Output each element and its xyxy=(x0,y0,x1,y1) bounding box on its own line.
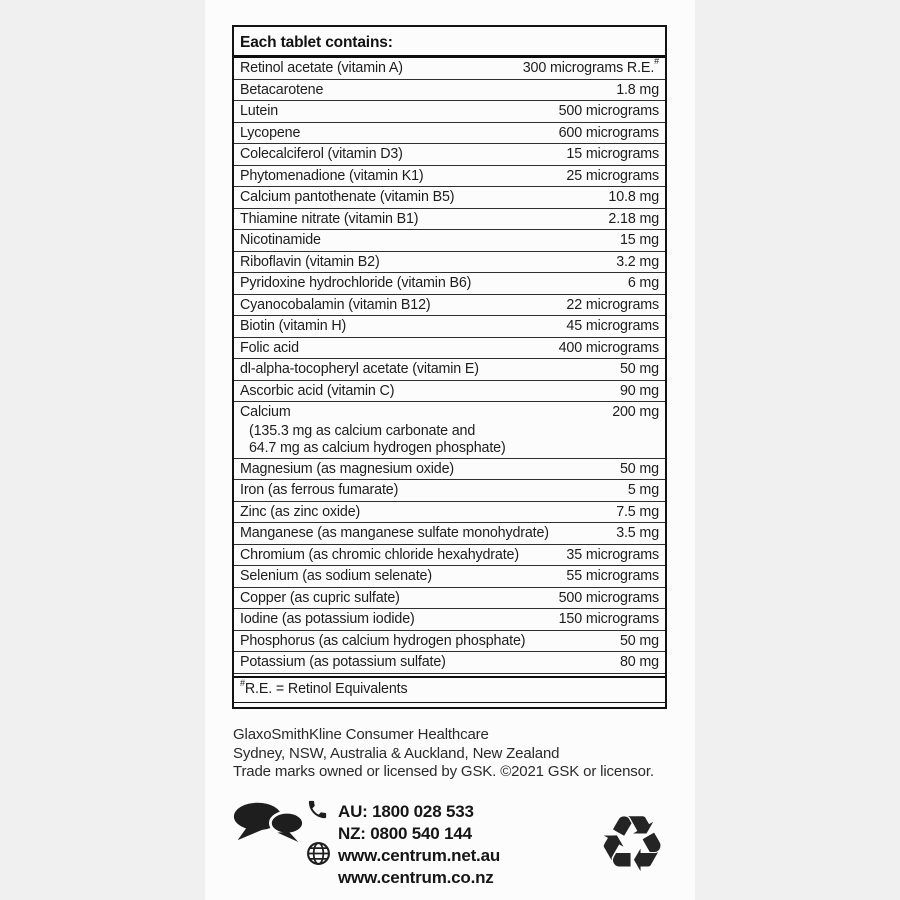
table-row xyxy=(234,652,665,674)
table-row xyxy=(234,144,665,166)
trademark-notice: Trade marks owned or licensed by GSK. ©2021 GSK or licensor. xyxy=(233,763,654,781)
ingredient-value: 400 micrograms xyxy=(558,339,659,356)
ingredient-name: Folic acid xyxy=(240,339,299,356)
ingredient-name: Thiamine nitrate (vitamin B1) xyxy=(240,210,419,227)
ingredient-name: dl-alpha-tocopheryl acetate (vitamin E) xyxy=(240,361,479,377)
ingredient-value: 3.5 mg xyxy=(616,525,659,541)
table-row xyxy=(234,566,665,588)
table-row xyxy=(234,230,665,252)
ingredient-name: Ascorbic acid (vitamin C) xyxy=(240,382,395,399)
ingredient-value: 150 micrograms xyxy=(558,611,659,627)
ingredient-name: Manganese (as manganese sulfate monohydrate) xyxy=(240,525,549,541)
table-row xyxy=(234,209,665,231)
ingredient-name: Magnesium (as magnesium oxide) xyxy=(240,460,455,477)
recycle-icon: ♻ xyxy=(597,800,667,890)
ingredient-name: Selenium (as sodium selenate) xyxy=(240,568,432,584)
ingredient-name: Retinol acetate (vitamin A) xyxy=(240,60,403,76)
chat-bubbles-icon xyxy=(232,801,306,854)
table-row xyxy=(234,166,665,188)
table-row xyxy=(234,359,665,381)
company-name: GlaxoSmithKline Consumer Healthcare xyxy=(233,726,489,743)
ingredient-value: 45 micrograms xyxy=(566,318,659,334)
table-row xyxy=(234,252,665,274)
ingredient-name: Lutein xyxy=(240,103,279,119)
ingredient-value: 90 mg xyxy=(620,382,659,399)
table-row xyxy=(234,187,665,209)
ingredients-list xyxy=(234,58,665,674)
ingredient-value: 10.8 mg xyxy=(608,189,659,205)
ingredient-value: 50 mg xyxy=(620,361,659,377)
table-row xyxy=(234,338,665,360)
ingredient-name: Calcium pantothenate (vitamin B5) xyxy=(240,189,455,205)
ingredient-value: 1.8 mg xyxy=(616,81,659,98)
ingredient-name: Cyanocobalamin (vitamin B12) xyxy=(240,296,431,313)
table-row xyxy=(234,402,665,459)
footnote-text: R.E. = Retinol Equivalents xyxy=(244,680,408,697)
table-row xyxy=(234,58,665,80)
website-au: www.centrum.net.au xyxy=(338,846,501,865)
ingredient-value: 22 micrograms xyxy=(566,296,659,313)
phone-number-nz: NZ: 0800 540 144 xyxy=(338,824,472,843)
ingredient-name: Iodine (as potassium iodide) xyxy=(240,611,415,627)
table-row xyxy=(234,273,665,295)
ingredient-value: 2.18 mg xyxy=(608,210,659,227)
ingredient-name: Phytomenadione (vitamin K1) xyxy=(240,167,424,184)
ingredient-subline: 64.7 mg as calcium hydrogen phosphate) xyxy=(249,440,506,456)
ingredient-value: 15 mg xyxy=(620,232,659,248)
table-row xyxy=(234,523,665,545)
ingredient-value: 50 mg xyxy=(620,460,659,477)
ingredient-name: Iron (as ferrous fumarate) xyxy=(240,482,399,498)
table-row xyxy=(234,381,665,403)
ingredient-name: Chromium (as chromic chloride hexahydrate) xyxy=(240,546,519,563)
ingredient-value: 50 mg xyxy=(620,632,659,649)
ingredient-name: Copper (as cupric sulfate) xyxy=(240,589,400,606)
footnote xyxy=(234,676,665,703)
table-row xyxy=(234,123,665,145)
phone-number-au: AU: 1800 028 533 xyxy=(338,802,474,821)
panel-header: Each tablet contains: xyxy=(234,27,665,58)
ingredient-name: Riboflavin (vitamin B2) xyxy=(240,253,380,270)
ingredient-name: Zinc (as zinc oxide) xyxy=(240,503,361,520)
ingredient-name: Pyridoxine hydrochloride (vitamin B6) xyxy=(240,275,472,291)
table-row xyxy=(234,631,665,653)
ingredient-value: 15 micrograms xyxy=(566,146,659,162)
ingredient-name: Colecalciferol (vitamin D3) xyxy=(240,146,403,162)
ingredient-value: 3.2 mg xyxy=(616,253,659,270)
ingredient-name: Lycopene xyxy=(240,124,301,141)
ingredient-subline: (135.3 mg as calcium carbonate and xyxy=(249,422,476,439)
phone-icon xyxy=(306,798,338,826)
website-nz: www.centrum.co.nz xyxy=(338,868,494,887)
ingredient-value: 6 mg xyxy=(627,275,659,291)
globe-icon xyxy=(306,841,338,871)
ingredient-value: 500 micrograms xyxy=(558,589,659,606)
ingredient-name: Betacarotene xyxy=(240,81,324,98)
ingredient-name: Nicotinamide xyxy=(240,232,321,248)
company-address: Sydney, NSW, Australia & Auckland, New Zealand xyxy=(233,744,560,762)
table-row xyxy=(234,316,665,338)
table-row xyxy=(234,80,665,102)
company-info xyxy=(233,726,678,782)
footnote-sup: # xyxy=(240,677,245,688)
ingredient-value: 35 micrograms xyxy=(566,546,659,563)
ingredient-value: 600 micrograms xyxy=(558,124,659,141)
contact-block xyxy=(232,801,500,889)
table-row xyxy=(234,101,665,123)
table-row xyxy=(234,459,665,481)
ingredient-name: Potassium (as potassium sulfate) xyxy=(240,654,446,670)
ingredients-panel xyxy=(232,25,667,709)
table-row xyxy=(234,295,665,317)
table-row xyxy=(234,609,665,631)
table-row xyxy=(234,545,665,567)
ingredient-value: 7.5 mg xyxy=(616,503,659,520)
table-row xyxy=(234,480,665,502)
table-row xyxy=(234,502,665,524)
ingredient-value: 5 mg xyxy=(627,482,659,498)
ingredient-value: 300 micrograms R.E.# xyxy=(522,56,659,76)
ingredient-name: Biotin (vitamin H) xyxy=(240,318,347,334)
ingredient-name: Calcium xyxy=(240,404,291,420)
ingredient-value: 80 mg xyxy=(620,654,659,670)
ingredient-value: 500 micrograms xyxy=(558,103,659,119)
ingredient-name: Phosphorus (as calcium hydrogen phosphate) xyxy=(240,632,526,649)
ingredient-value: 25 micrograms xyxy=(566,167,659,184)
table-row xyxy=(234,588,665,610)
ingredient-value: 200 mg xyxy=(612,404,659,420)
ingredient-value: 55 micrograms xyxy=(566,568,659,584)
